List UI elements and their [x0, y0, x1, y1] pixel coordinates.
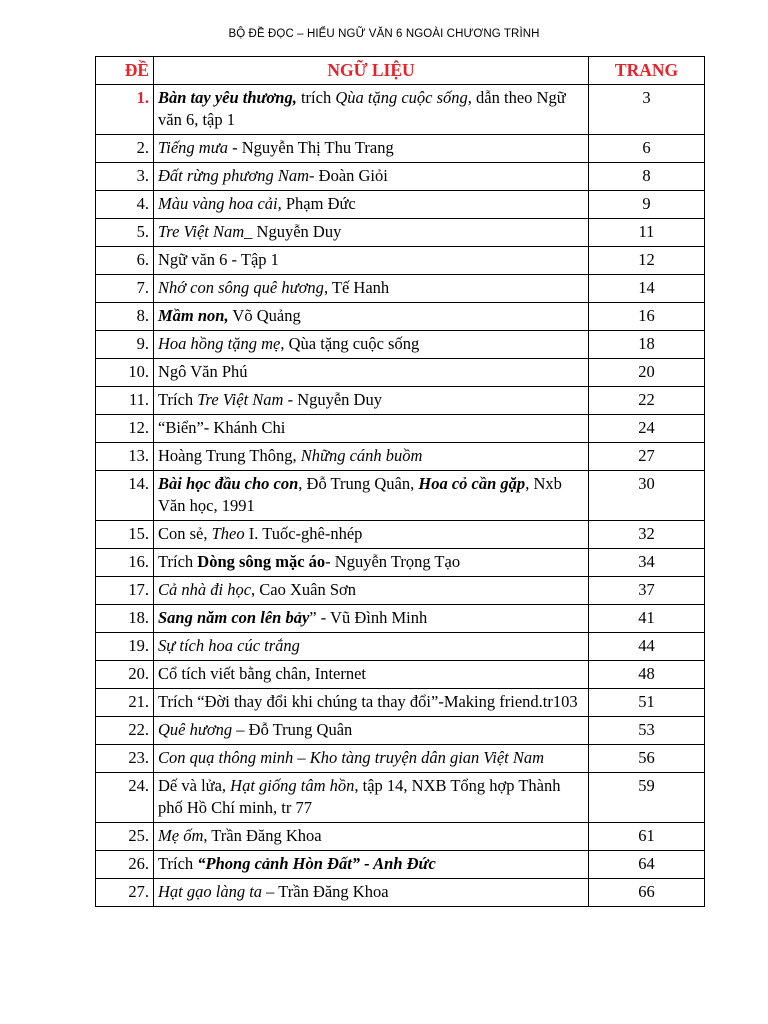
- title-fragment: , Tế Hanh: [323, 278, 390, 297]
- row-page: 59: [589, 773, 705, 823]
- title-fragment: I. Tuốc-ghê-nhép: [244, 524, 363, 543]
- row-page: 34: [589, 549, 705, 577]
- table-row: [96, 773, 705, 823]
- row-title: [154, 471, 589, 521]
- row-title: [154, 247, 589, 275]
- row-title: [154, 773, 589, 823]
- row-page: 32: [589, 521, 705, 549]
- row-title: [154, 851, 589, 879]
- row-page: 22: [589, 387, 705, 415]
- row-title: [154, 689, 589, 717]
- row-number: 11.: [96, 387, 154, 415]
- row-number: 2.: [96, 135, 154, 163]
- table-row: [96, 661, 705, 689]
- title-fragment: Sự tích hoa cúc trắng: [158, 636, 300, 655]
- row-title: [154, 661, 589, 689]
- row-page: 56: [589, 745, 705, 773]
- table-row: [96, 275, 705, 303]
- title-fragment: Trích: [158, 854, 198, 873]
- row-title: [154, 275, 589, 303]
- row-number: 27.: [96, 879, 154, 907]
- title-fragment: Quê hương: [158, 720, 233, 739]
- table-row: [96, 823, 705, 851]
- title-fragment: “Biển”- Khánh Chi: [158, 418, 286, 437]
- title-fragment: - Nguyễn Duy: [283, 390, 382, 409]
- title-fragment: - Đoàn Giỏi: [309, 166, 388, 185]
- title-fragment: , Phạm Đức: [277, 194, 356, 213]
- table-header-row: [96, 57, 705, 85]
- row-page: 16: [589, 303, 705, 331]
- row-number: 19.: [96, 633, 154, 661]
- row-number: 18.: [96, 605, 154, 633]
- title-fragment: Sang năm con lên bảy: [158, 608, 310, 627]
- title-fragment: “Phong cảnh Hòn Đất” - Anh Đức: [197, 854, 436, 873]
- title-fragment: Hạt gạo làng ta: [158, 882, 263, 901]
- row-number: 23.: [96, 745, 154, 773]
- contents-table: [95, 56, 705, 907]
- row-title: [154, 85, 589, 135]
- title-fragment: , Qùa tặng cuộc sống: [280, 334, 420, 353]
- title-fragment: - Nguyễn Thị Thu Trang: [227, 138, 394, 157]
- row-page: 18: [589, 331, 705, 359]
- title-fragment: Đất rừng phương Nam: [158, 166, 310, 185]
- row-title: [154, 549, 589, 577]
- row-number: 8.: [96, 303, 154, 331]
- row-page: 11: [589, 219, 705, 247]
- table-row: [96, 85, 705, 135]
- row-page: 51: [589, 689, 705, 717]
- row-number: 13.: [96, 443, 154, 471]
- row-page: 3: [589, 85, 705, 135]
- row-page: 20: [589, 359, 705, 387]
- row-number: 22.: [96, 717, 154, 745]
- document-header: BỘ ĐỀ ĐỌC – HIỂU NGỮ VĂN 6 NGOÀI CHƯƠNG TRÌNH: [228, 28, 540, 40]
- row-title: [154, 443, 589, 471]
- title-fragment: Ngô Văn Phú: [158, 362, 248, 381]
- title-fragment: Bàn tay yêu thương,: [158, 88, 297, 107]
- row-title: [154, 303, 589, 331]
- table-row: [96, 163, 705, 191]
- title-fragment: Màu vàng hoa cải: [158, 194, 278, 213]
- row-title: [154, 823, 589, 851]
- row-number: 4.: [96, 191, 154, 219]
- title-fragment: Tiếng mưa: [158, 138, 228, 157]
- title-fragment: – Đỗ Trung Quân: [232, 720, 353, 739]
- row-number: 17.: [96, 577, 154, 605]
- row-title: [154, 387, 589, 415]
- title-fragment: Cả nhà đi học: [158, 580, 252, 599]
- title-fragment: , dẫn theo Ngữ văn 6, tập 1: [158, 88, 566, 129]
- row-title: [154, 219, 589, 247]
- row-number: 3.: [96, 163, 154, 191]
- row-title: [154, 717, 589, 745]
- row-number: 12.: [96, 415, 154, 443]
- table-row: [96, 303, 705, 331]
- row-number: 6.: [96, 247, 154, 275]
- table-row: [96, 443, 705, 471]
- row-page: 37: [589, 577, 705, 605]
- title-fragment: Con quạ thông minh – Kho tàng truyện dân gian Việt Nam: [158, 748, 545, 767]
- table-row: [96, 471, 705, 521]
- column-header-num: ĐỀ: [96, 57, 154, 85]
- row-title: [154, 879, 589, 907]
- title-fragment: Bài học đầu cho con: [158, 474, 299, 493]
- title-fragment: trích: [296, 88, 336, 107]
- title-fragment: Hoàng Trung Thông,: [158, 446, 301, 465]
- title-fragment: , tập 14, NXB Tổng hợp Thành phố Hồ Chí minh, tr 77: [158, 776, 561, 817]
- title-fragment: Hoa cỏ cần gặp: [418, 474, 526, 493]
- title-fragment: Trích: [158, 390, 198, 409]
- title-fragment: ” - Vũ Đình Minh: [309, 608, 428, 627]
- row-title: [154, 135, 589, 163]
- table-row: [96, 135, 705, 163]
- title-fragment: - Nguyễn Trọng Tạo: [325, 552, 461, 571]
- title-fragment: Con sẻ,: [158, 524, 212, 543]
- title-fragment: , Trần Đăng Khoa: [203, 826, 322, 845]
- title-fragment: Theo: [211, 524, 245, 543]
- row-number: 9.: [96, 331, 154, 359]
- row-title: [154, 331, 589, 359]
- table-row: [96, 633, 705, 661]
- row-number: 16.: [96, 549, 154, 577]
- row-number: 1.: [96, 85, 154, 135]
- row-title: [154, 745, 589, 773]
- row-page: 27: [589, 443, 705, 471]
- row-page: 48: [589, 661, 705, 689]
- row-number: 14.: [96, 471, 154, 521]
- column-header-title: NGỮ LIỆU: [154, 57, 589, 85]
- title-fragment: Dế và lửa,: [158, 776, 231, 795]
- title-fragment: Cổ tích viết bằng chân, Internet: [158, 664, 367, 683]
- title-fragment: Mẹ ốm: [158, 826, 204, 845]
- row-number: 5.: [96, 219, 154, 247]
- row-number: 21.: [96, 689, 154, 717]
- row-page: 30: [589, 471, 705, 521]
- title-fragment: Hoa hồng tặng mẹ: [158, 334, 281, 353]
- row-title: [154, 415, 589, 443]
- table-row: [96, 415, 705, 443]
- row-number: 7.: [96, 275, 154, 303]
- table-row: [96, 549, 705, 577]
- row-page: 9: [589, 191, 705, 219]
- title-fragment: Tre Việt Nam: [197, 390, 284, 409]
- table-row: [96, 219, 705, 247]
- row-number: 26.: [96, 851, 154, 879]
- row-number: 25.: [96, 823, 154, 851]
- table-row: [96, 605, 705, 633]
- row-title: [154, 633, 589, 661]
- title-fragment: Trích “Đời thay đổi khi chúng ta thay đổi”-Making friend.tr103: [158, 692, 578, 711]
- row-title: [154, 191, 589, 219]
- table-row: [96, 851, 705, 879]
- table-row: [96, 689, 705, 717]
- row-page: 61: [589, 823, 705, 851]
- row-page: 53: [589, 717, 705, 745]
- table-row: [96, 387, 705, 415]
- table-row: [96, 331, 705, 359]
- row-page: 66: [589, 879, 705, 907]
- title-fragment: Dòng sông mặc áo: [197, 552, 326, 571]
- title-fragment: Những cánh buồm: [300, 446, 423, 465]
- row-page: 12: [589, 247, 705, 275]
- row-title: [154, 163, 589, 191]
- table-row: [96, 717, 705, 745]
- row-page: 64: [589, 851, 705, 879]
- title-fragment: Tre Việt Nam_: [158, 222, 253, 241]
- title-fragment: , Đỗ Trung Quân,: [298, 474, 419, 493]
- row-page: 8: [589, 163, 705, 191]
- title-fragment: , Cao Xuân Sơn: [251, 580, 357, 599]
- row-page: 24: [589, 415, 705, 443]
- title-fragment: Hạt giống tâm hồn: [230, 776, 355, 795]
- table-row: [96, 359, 705, 387]
- title-fragment: Nhớ con sông quê hương: [158, 278, 324, 297]
- table-row: [96, 577, 705, 605]
- row-page: 14: [589, 275, 705, 303]
- row-title: [154, 359, 589, 387]
- table-row: [96, 879, 705, 907]
- row-number: 10.: [96, 359, 154, 387]
- title-fragment: Võ Quảng: [228, 306, 301, 325]
- title-fragment: Nguyễn Duy: [252, 222, 342, 241]
- column-header-page: TRANG: [589, 57, 705, 85]
- row-title: [154, 577, 589, 605]
- row-page: 41: [589, 605, 705, 633]
- title-fragment: Ngữ văn 6 - Tập 1: [158, 250, 279, 269]
- row-number: 20.: [96, 661, 154, 689]
- title-fragment: Qùa tặng cuộc sống: [335, 88, 468, 107]
- row-title: [154, 521, 589, 549]
- table-row: [96, 247, 705, 275]
- row-page: 44: [589, 633, 705, 661]
- row-number: 24.: [96, 773, 154, 823]
- row-title: [154, 605, 589, 633]
- title-fragment: Trích: [158, 552, 198, 571]
- table-row: [96, 745, 705, 773]
- row-page: 6: [589, 135, 705, 163]
- title-fragment: – Trần Đăng Khoa: [262, 882, 389, 901]
- title-fragment: Mầm non,: [158, 306, 229, 325]
- row-number: 15.: [96, 521, 154, 549]
- table-row: [96, 521, 705, 549]
- table-body: [96, 85, 705, 907]
- title-fragment: , Nxb Văn học, 1991: [158, 474, 562, 515]
- table-row: [96, 191, 705, 219]
